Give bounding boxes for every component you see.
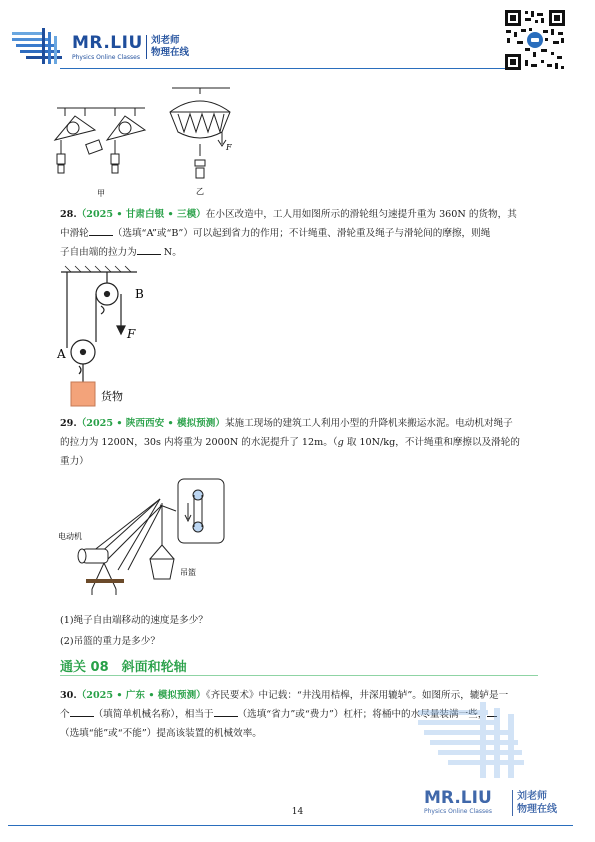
section-title: 通关 08 斜面和轮轴 [60, 660, 187, 675]
q30-text2b: （填简单机械名称），相当于 [93, 709, 214, 720]
q29-g-symbol: g [337, 437, 344, 448]
section-divider [60, 675, 538, 676]
q30-blank-1[interactable] [70, 707, 94, 717]
pulley-a-label: A [57, 347, 66, 361]
figure-yi [160, 82, 250, 200]
watermark-logo-icon [418, 700, 528, 780]
figure-q28-pulley [55, 262, 175, 414]
logo-icon [12, 26, 64, 66]
logo-main-text: MR.LIU [72, 33, 143, 53]
logo-cn-line1: 刘老师 [151, 35, 180, 46]
q29-number: 29. [60, 418, 77, 429]
question-29 [60, 414, 538, 471]
q29-line3: 重力） [60, 456, 89, 467]
q30-number: 30. [60, 690, 77, 701]
q28-text2a: 中滑轮 [60, 228, 89, 239]
cargo-box [71, 382, 95, 406]
watermark-main: MR.LIU [424, 788, 492, 808]
figure-jia-label: 甲 [97, 189, 105, 198]
q28-number: 28. [60, 209, 77, 220]
q30-blank-2[interactable] [214, 707, 238, 717]
q29-text2a: 的拉力为 1200N，30s 内将重为 2000N 的水泥提升了 12m。（ [60, 437, 338, 448]
qr-code-icon[interactable] [503, 8, 567, 72]
page-number: 14 [291, 807, 304, 817]
figure-yi-force-label: F [226, 143, 232, 152]
q28-text3b: N。 [160, 247, 182, 258]
pulley-b-label: B [135, 287, 144, 301]
q28-blank-1[interactable] [89, 226, 113, 236]
logo-chinese [146, 35, 189, 59]
watermark-cn1: 刘老师 [517, 791, 547, 802]
page-header [0, 0, 595, 80]
question-28 [60, 205, 538, 262]
logo-sub-text: Physics Online Classes [72, 54, 140, 61]
logo-cn-line2: 物理在线 [151, 47, 190, 58]
q30-text1: 《齐民要术》中记载：“井浅用桔槔，井深用辘轳”。如图所示，辘轳是一 [205, 690, 509, 701]
header-divider [60, 68, 505, 69]
q29-sub2: (2)吊篮的重力是多少？ [60, 636, 160, 647]
watermark-sub: Physics Online Classes [424, 808, 492, 815]
q28-line3 [60, 243, 538, 262]
watermark-cn2: 物理在线 [517, 804, 557, 815]
q30-line3: （选填“能”或“不能”）提高该装置的机械效率。 [60, 728, 262, 739]
figure-jia [45, 90, 155, 200]
q28-line2 [60, 224, 538, 243]
q28-line1 [60, 205, 538, 224]
footer-divider [8, 825, 573, 826]
q30-text2c: （选填“省力”或“费力”）杠杆；将桶中的水尽量装满一些， [237, 709, 488, 720]
q29-line1 [60, 414, 538, 433]
q28-blank-2[interactable] [137, 245, 161, 255]
q28-source: （2025 • 甘肃白银 • 三模） [76, 209, 206, 220]
q28-text2b: （选填“A”或“B”）可以起到省力的作用；不计绳重、滑轮重及绳子与滑轮间的摩擦，则绳 [112, 228, 491, 239]
q29-line2 [60, 433, 538, 452]
q29-sub1: (1)绳子自由端移动的速度是多少？ [60, 615, 208, 626]
pulley-force-label: F [127, 327, 136, 341]
logo-text [72, 33, 143, 61]
q30-source: （2025 • 广东 • 模拟预测） [76, 690, 206, 701]
q28-text1: 在小区改造中，工人用如图所示的滑轮组匀速提升重为 360N 的货物，其 [205, 209, 517, 220]
q29-text1: 某施工现场的建筑工人利用小型的升降机来搬运水泥。电动机对绳子 [224, 418, 513, 429]
motor-label: 电动机 [58, 532, 82, 541]
q29-source: （2025 • 陕西西安 • 模拟预测） [76, 418, 225, 429]
figure-q29-lift [58, 475, 248, 605]
q29-text2b: 取 10N/kg，不计绳重和摩擦以及滑轮的 [343, 437, 520, 448]
q30-text2a: 个 [60, 709, 70, 720]
q28-text3a: 子自由端的拉力为 [60, 247, 137, 258]
cargo-label: 货物 [101, 390, 123, 403]
figure-yi-label: 乙 [196, 187, 204, 196]
basket-label: 吊篮 [180, 568, 196, 577]
